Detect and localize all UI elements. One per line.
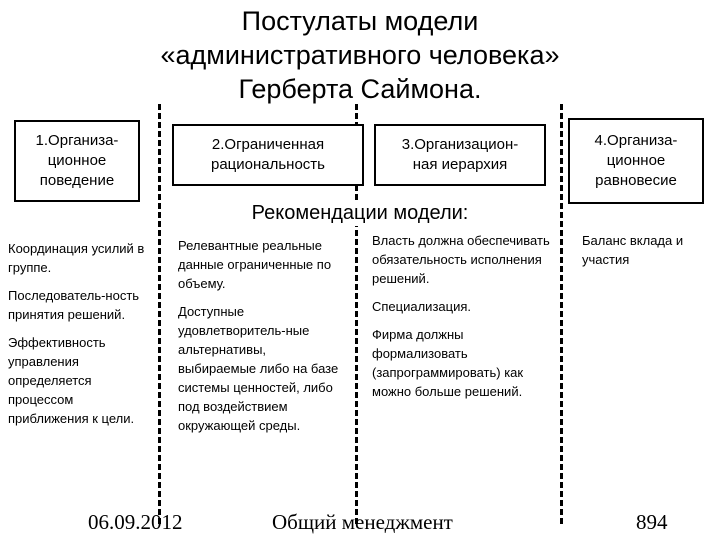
column-4-item-1: Баланс вклада и участия (582, 233, 684, 267)
slide-title-line-3: Герберта Саймона. (238, 74, 482, 104)
footer-subject: Общий менеджмент (272, 510, 453, 534)
slide-title-line-2: «административного человека» (160, 40, 560, 70)
column-1-item-2: Последователь-ность принятия решений. (8, 288, 140, 322)
footer-date: 06.09.2012 (88, 510, 183, 534)
column-2-item-1: Релевантные реальные данные ограниченные по объему. (178, 238, 332, 291)
recommendations-column-1 (8, 239, 152, 437)
postulate-box-3-line-2: ная иерархия (412, 156, 508, 173)
column-1-item-1: Координация усилий в группе. (8, 241, 145, 275)
recommendations-column-4 (582, 231, 712, 278)
postulate-box-2-line-2: рациональность (210, 156, 325, 173)
column-divider-3 (560, 104, 563, 524)
column-3-item-2: Специализация. (372, 299, 471, 314)
slide-title (60, 4, 660, 106)
postulate-box-4-line-2: ционное (606, 152, 666, 169)
column-3-item-3: Фирма должны формализовать (запрограммировать) как можно больше решений. (372, 327, 524, 399)
column-3-item-1: Власть должна обеспечивать обязательность исполнения решений. (372, 233, 550, 286)
column-divider-1 (158, 104, 161, 524)
footer-page-number: 894 (636, 510, 668, 534)
recommendations-heading: Рекомендации модели: (200, 200, 520, 226)
postulate-box-1-line-3: поведение (39, 172, 115, 189)
recommendations-column-3 (372, 231, 554, 410)
postulate-box-3 (374, 124, 546, 186)
postulate-box-2 (172, 124, 364, 186)
slide-title-line-1: Постулаты модели (241, 6, 479, 36)
postulate-box-3-line-1: 3.Организацион- (401, 136, 519, 153)
postulate-box-1-line-1: 1.Организа- (35, 132, 119, 149)
column-1-item-3: Эффективность управления определяется процессом приближения к цели. (8, 335, 135, 426)
postulate-box-1-line-2: ционное (47, 152, 107, 169)
column-2-item-2: Доступные удовлетворитель-ные альтернативы, выбираемые либо на базе системы ценностей, либо под воздействием окружающей среды. (178, 304, 339, 433)
postulate-box-2-line-1: 2.Ограниченная (211, 136, 325, 153)
postulate-box-4 (568, 118, 704, 204)
postulate-box-1 (14, 120, 140, 202)
recommendations-column-2 (178, 236, 346, 444)
postulate-box-4-line-3: равновесие (595, 172, 677, 189)
postulate-box-4-line-1: 4.Организа- (594, 132, 678, 149)
